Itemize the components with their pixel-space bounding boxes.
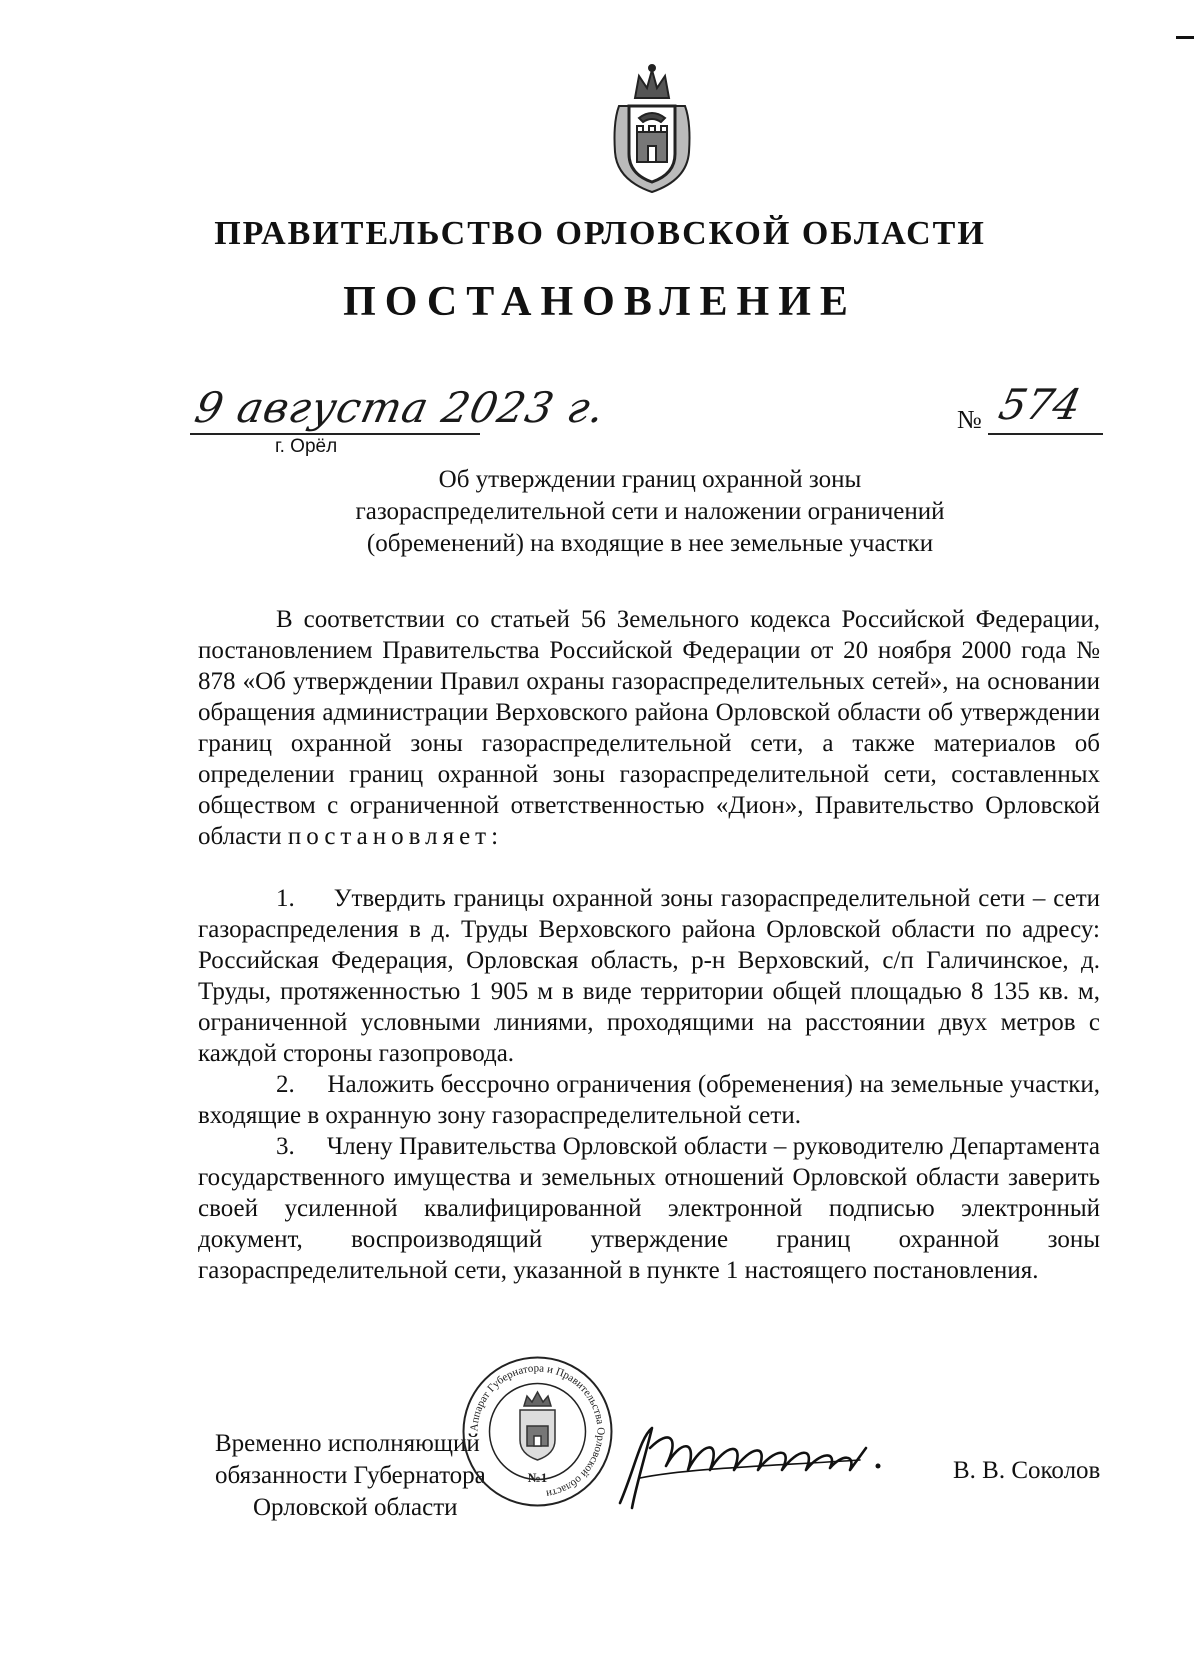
coat-of-arms-icon: [605, 62, 700, 194]
item-text: Члену Правительства Орловской области – руководителю Департамента государственного имущества и земельных отношений Орловской области заверить своей усиленной квалифицированной электронной подписью электронный документ, воспроизводящий утверждение границ охранной зоны газораспределительной сети, указанной в пункте 1 настоящего постановления.: [198, 1133, 1100, 1284]
document-body: [198, 604, 1100, 1286]
item-number: 2.: [276, 1071, 295, 1098]
handwritten-date: 9 августа 2023 г.: [190, 383, 610, 432]
official-seal-icon: [460, 1354, 615, 1509]
organization-title: ПРАВИТЕЛЬСТВО ОРЛОВСКОЙ ОБЛАСТИ: [214, 215, 986, 252]
paragraph-gap: [198, 852, 1100, 883]
date-underline: [190, 433, 480, 435]
signer-name: В. В. Соколов: [953, 1457, 1101, 1484]
position-line: Орловской области: [253, 1494, 458, 1521]
subject-line: Об утверждении границ охранной зоны: [438, 466, 862, 493]
preamble-paragraph: [198, 604, 1100, 852]
position-line: обязанности Губернатора: [215, 1462, 486, 1489]
list-item: [198, 883, 1100, 1069]
item-number: 1.: [276, 885, 295, 912]
number-underline: [988, 433, 1103, 435]
item-number: 3.: [276, 1133, 295, 1160]
document-subject: [300, 464, 1000, 560]
subject-line: газораспределительной сети и наложении ограничений: [355, 498, 945, 525]
seal-number: №1: [527, 1470, 548, 1485]
list-item: [198, 1069, 1100, 1131]
item-text: Наложить бессрочно ограничения (обременения) на земельные участки, входящие в охранную зону газораспределительной сети.: [198, 1071, 1101, 1129]
seal-ring-text: Аппарат Губернатора и Правительства Орловской области: [468, 1362, 607, 1500]
item-text: Утвердить границы охранной зоны газораспределительной сети – сети газораспределения в д. Труды Верховского района Орловской области по адресу: Российская Федерация, Орловская область, р-н Верховский, с/п Галичинское, д. Труды, протяженностью 1 905 м в виде территории общей площадью 8 135 кв. м, ограниченной условными линиями, проходящими на расстоянии двух метров с каждой стороны газопровода.: [198, 885, 1101, 1067]
position-line: Временно исполняющий: [215, 1430, 480, 1457]
subject-line: (обременений) на входящие в нее земельные участки: [366, 530, 934, 557]
document-type-heading: ПОСТАНОВЛЕНИЕ: [343, 279, 857, 325]
city-label: г. Орёл: [275, 436, 338, 457]
number-label: №: [957, 405, 982, 434]
handwritten-number: 574: [994, 380, 1086, 429]
scan-corner-mark: [1176, 36, 1194, 39]
signer-position: [215, 1428, 486, 1524]
preamble-text: В соответствии со статьей 56 Земельного кодекса Российской Федерации, постановлением Правительства Российской Федерации от 20 ноября 2000 года № 878 «Об утверждении Правил охраны газораспределительных сетей», на основании обращения администрации Верховского района Орловской области об утверждении границ охранной зоны газораспределительной сети, а также материалов об определении границ охранной зоны газораспределительной сети, составленных обществом с ограниченной ответственностью «Дион», Правительство Орловской области: [198, 606, 1100, 850]
resolves-word: постановляет:: [287, 823, 504, 850]
list-item: [198, 1131, 1100, 1286]
handwritten-signature: [610, 1408, 910, 1513]
